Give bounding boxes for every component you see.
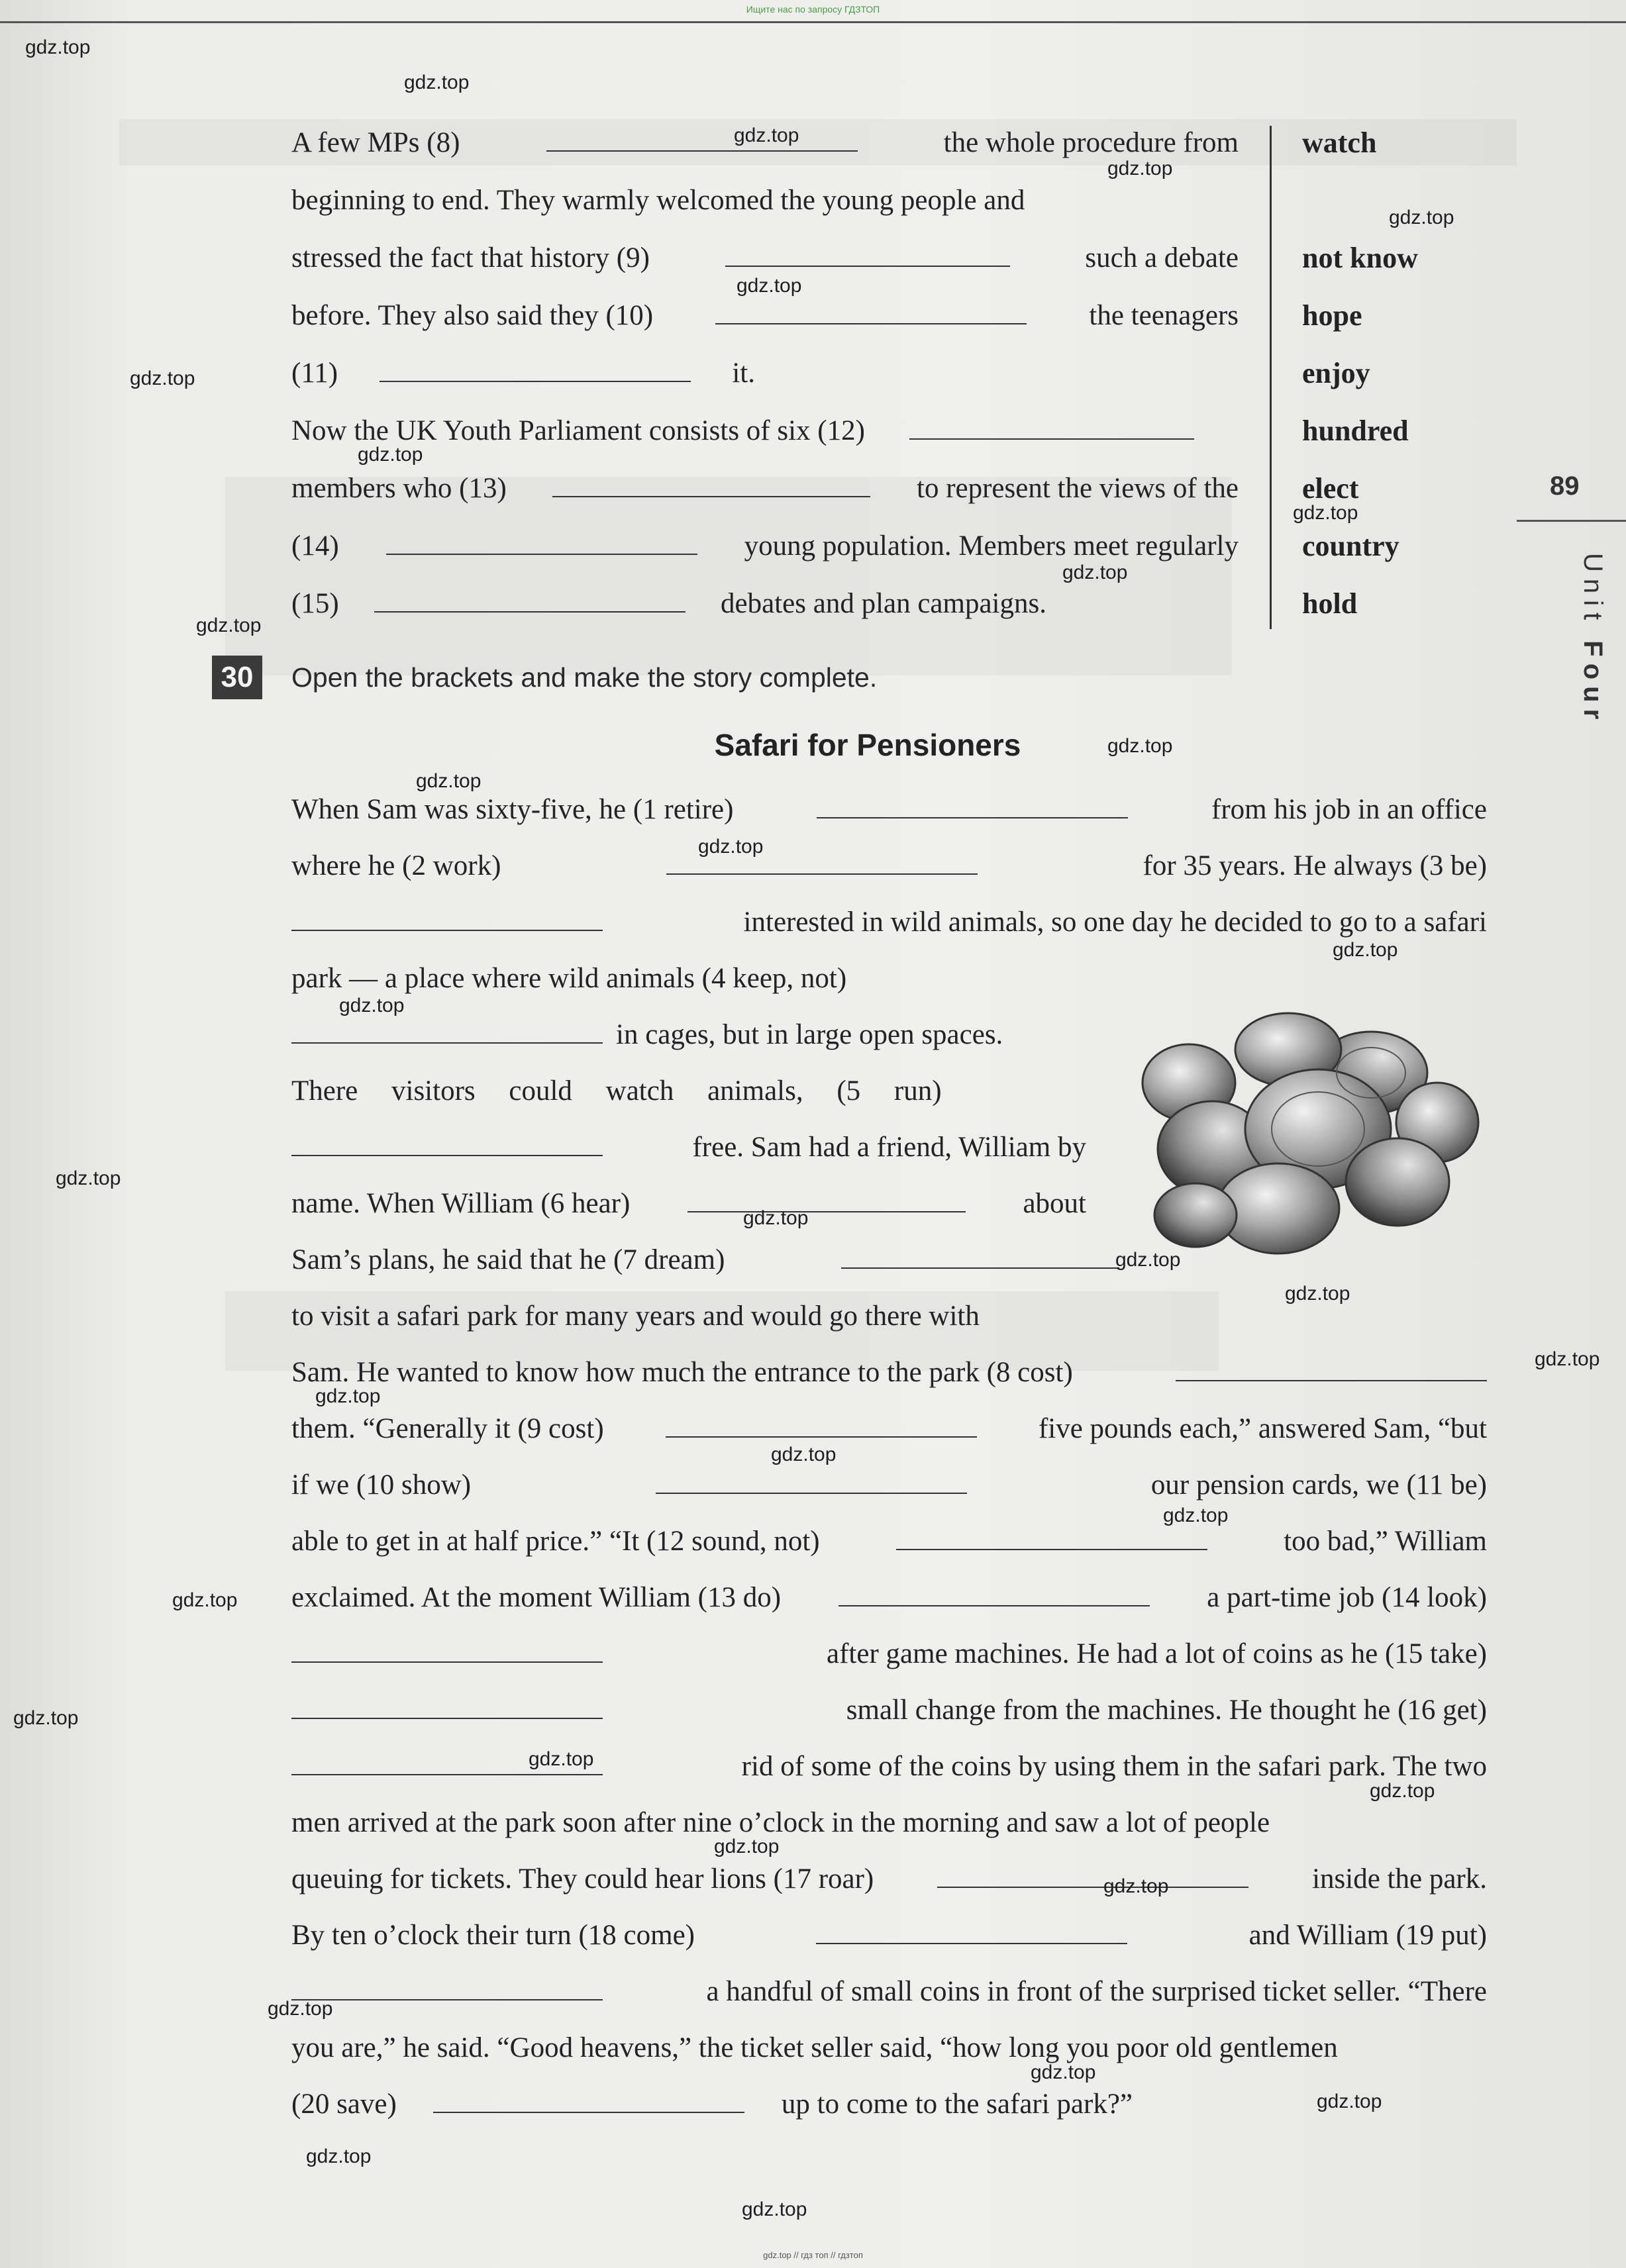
watermark: gdz.top — [1535, 1348, 1600, 1370]
watermark: gdz.top — [737, 275, 802, 297]
watermark: gdz.top — [1163, 1504, 1229, 1526]
story-line-22: a handful of small coins in front of the surprised ticket seller. “There — [291, 1963, 1487, 2020]
story-line-18: rid of some of the coins by using them in the safari park. The two — [291, 1738, 1487, 1795]
ex29-line-4: before. They also said they (10) the teenagers — [291, 287, 1239, 344]
watermark: gdz.top — [404, 72, 470, 93]
watermark: gdz.top — [734, 124, 799, 146]
word-bank-item: country — [1302, 530, 1399, 562]
answer-blank-11[interactable] — [380, 354, 691, 382]
watermark: gdz.top — [714, 1836, 780, 1857]
watermark: gdz.top — [306, 2145, 372, 2167]
answer-blank-13[interactable] — [552, 469, 870, 497]
answer-blank-9[interactable] — [725, 239, 1010, 267]
coins-photo — [1133, 997, 1484, 1261]
watermark: gdz.top — [13, 1707, 79, 1729]
watermark: gdz.top — [1370, 1780, 1435, 1802]
answer-blank-15[interactable] — [374, 585, 686, 613]
answer-blank-1[interactable] — [817, 791, 1128, 818]
watermark: gdz.top — [1107, 158, 1173, 179]
watermark: gdz.top — [743, 1207, 809, 1229]
story-line-10: to visit a safari park for many years and would go there with — [291, 1301, 980, 1332]
answer-blank-13[interactable] — [838, 1579, 1150, 1606]
story-line-12: them. “Generally it (9 cost) five pounds each,” answered Sam, “but — [291, 1401, 1487, 1457]
ex29-line-6: Now the UK Youth Parliament consists of six (12) — [291, 402, 1239, 460]
ex29-line-1: A few MPs (8) the whole procedure from — [291, 114, 1239, 172]
answer-blank-10[interactable] — [656, 1466, 967, 1494]
story-line-11: Sam. He wanted to know how much the entrance to the park (8 cost) — [291, 1344, 1487, 1401]
answer-blank-9[interactable] — [666, 1410, 977, 1438]
top-note: Ищите нас по запросу ГДЗТОП — [746, 4, 880, 15]
answer-blank-17[interactable] — [937, 1860, 1248, 1888]
watermark: gdz.top — [698, 836, 764, 858]
word-bank-item: hold — [1302, 587, 1358, 620]
answer-blank-8[interactable] — [1176, 1354, 1487, 1381]
exercise-number-badge: 30 — [212, 656, 262, 699]
watermark: gdz.top — [130, 368, 195, 389]
watermark: gdz.top — [56, 1167, 121, 1189]
answer-blank-14[interactable] — [386, 527, 697, 555]
watermark: gdz.top — [1103, 1875, 1169, 1897]
bottom-note: gdz.top // гдз топ // гдзтоп — [763, 2250, 863, 2260]
story-line-6: There visitors could watch animals, (5 run) — [291, 1075, 942, 1107]
watermark: gdz.top — [1293, 502, 1358, 524]
word-bank-item: enjoy — [1302, 357, 1370, 389]
watermark: gdz.top — [172, 1589, 238, 1611]
story-line-3: interested in wild animals, so one day he decided to go to a safari — [291, 894, 1487, 950]
story-line-20: queuing for tickets. They could hear lions (17 roar) inside the park. — [291, 1851, 1487, 1907]
watermark: gdz.top — [339, 995, 405, 1016]
story-line-23: you are,” he said. “Good heavens,” the ticket seller said, “how long you poor old gentlemen — [291, 2032, 1338, 2063]
top-rule — [0, 21, 1626, 23]
answer-blank-12[interactable] — [909, 412, 1194, 440]
watermark: gdz.top — [1333, 939, 1398, 961]
watermark: gdz.top — [416, 770, 482, 792]
ex29-line-9: (15) debates and plan campaigns. — [291, 575, 1046, 632]
answer-blank-14[interactable] — [291, 1635, 603, 1663]
story-line-9: Sam’s plans, he said that he (7 dream) — [291, 1232, 1119, 1288]
story-line-5: in cages, but in large open spaces. — [291, 1007, 1086, 1063]
exercise-instruction: Open the brackets and make the story complete. — [291, 662, 878, 693]
answer-blank-6[interactable] — [687, 1185, 966, 1212]
answer-blank-4[interactable] — [291, 1016, 603, 1044]
story-line-4: park — a place where wild animals (4 keep, not) — [291, 963, 847, 994]
ex29-line-7: members who (13) to represent the views of the — [291, 460, 1239, 517]
unit-word: Unit — [1578, 553, 1607, 627]
word-bank-item: watch — [1302, 126, 1377, 159]
unit-tab — [1578, 553, 1607, 726]
word-bank-item: hundred — [1302, 415, 1409, 447]
story-line-14: able to get in at half price.” “It (12 sound, not) too bad,” William — [291, 1513, 1487, 1569]
watermark: gdz.top — [529, 1748, 594, 1770]
story-line-1: When Sam was sixty-five, he (1 retire) from his job in an office — [291, 781, 1487, 838]
answer-blank-10[interactable] — [715, 297, 1027, 324]
story-line-2: where he (2 work) for 35 years. He always (3 be) — [291, 838, 1487, 894]
answer-blank-3[interactable] — [291, 903, 603, 931]
answer-blank-15[interactable] — [291, 1691, 603, 1719]
answer-blank-7[interactable] — [841, 1241, 1119, 1269]
watermark: gdz.top — [771, 1444, 837, 1465]
word-bank-item: elect — [1302, 472, 1359, 505]
story-line-24: (20 save) up to come to the safari park?” — [291, 2076, 1133, 2132]
word-bank-divider — [1270, 126, 1272, 629]
watermark: gdz.top — [742, 2198, 807, 2220]
watermark: gdz.top — [25, 36, 91, 58]
story-line-8: name. When William (6 hear) about — [291, 1175, 1086, 1232]
ex29-line-5: (11) it. — [291, 344, 755, 402]
page-number: 89 — [1550, 471, 1580, 501]
story-line-19: men arrived at the park soon after nine o’clock in the morning and saw a lot of people — [291, 1807, 1270, 1838]
watermark: gdz.top — [1115, 1249, 1181, 1271]
watermark: gdz.top — [268, 1998, 333, 2020]
story-line-17: small change from the machines. He thought he (16 get) — [291, 1682, 1487, 1738]
answer-blank-8[interactable] — [546, 124, 858, 152]
watermark: gdz.top — [315, 1385, 381, 1407]
watermark: gdz.top — [358, 444, 423, 466]
watermark: gdz.top — [1317, 2091, 1382, 2112]
word-bank-item: not know — [1302, 242, 1418, 274]
story-line-13: if we (10 show) our pension cards, we (11 be) — [291, 1457, 1487, 1513]
story-title: Safari for Pensioners — [714, 728, 1021, 762]
story-line-21: By ten o’clock their turn (18 come) and William (19 put) — [291, 1907, 1487, 1963]
story-line-15: exclaimed. At the moment William (13 do) a part-time job (14 look) — [291, 1569, 1487, 1626]
watermark: gdz.top — [1031, 2061, 1096, 2083]
ex29-line-8: (14) young population. Members meet regularly — [291, 517, 1239, 575]
story-line-7: free. Sam had a friend, William by — [291, 1119, 1086, 1175]
watermark: gdz.top — [1285, 1283, 1350, 1305]
page-number-rule — [1517, 520, 1626, 522]
watermark: gdz.top — [1062, 562, 1128, 583]
unit-number: Four — [1578, 640, 1607, 726]
story-line-16: after game machines. He had a lot of coins as he (15 take) — [291, 1626, 1487, 1682]
ex29-line-2: beginning to end. They warmly welcomed the young people and — [291, 185, 1025, 216]
answer-blank-18[interactable] — [816, 1916, 1127, 1944]
ex29-line-3: stressed the fact that history (9) such a debate — [291, 229, 1239, 287]
word-bank-item: hope — [1302, 299, 1362, 332]
watermark: gdz.top — [1107, 735, 1173, 757]
answer-blank-5[interactable] — [291, 1128, 603, 1156]
answer-blank-19[interactable] — [291, 1973, 603, 2000]
watermark: gdz.top — [1389, 207, 1454, 228]
watermark: gdz.top — [196, 615, 262, 636]
answer-blank-11-12[interactable] — [896, 1522, 1207, 1550]
answer-blank-20[interactable] — [433, 2085, 744, 2113]
